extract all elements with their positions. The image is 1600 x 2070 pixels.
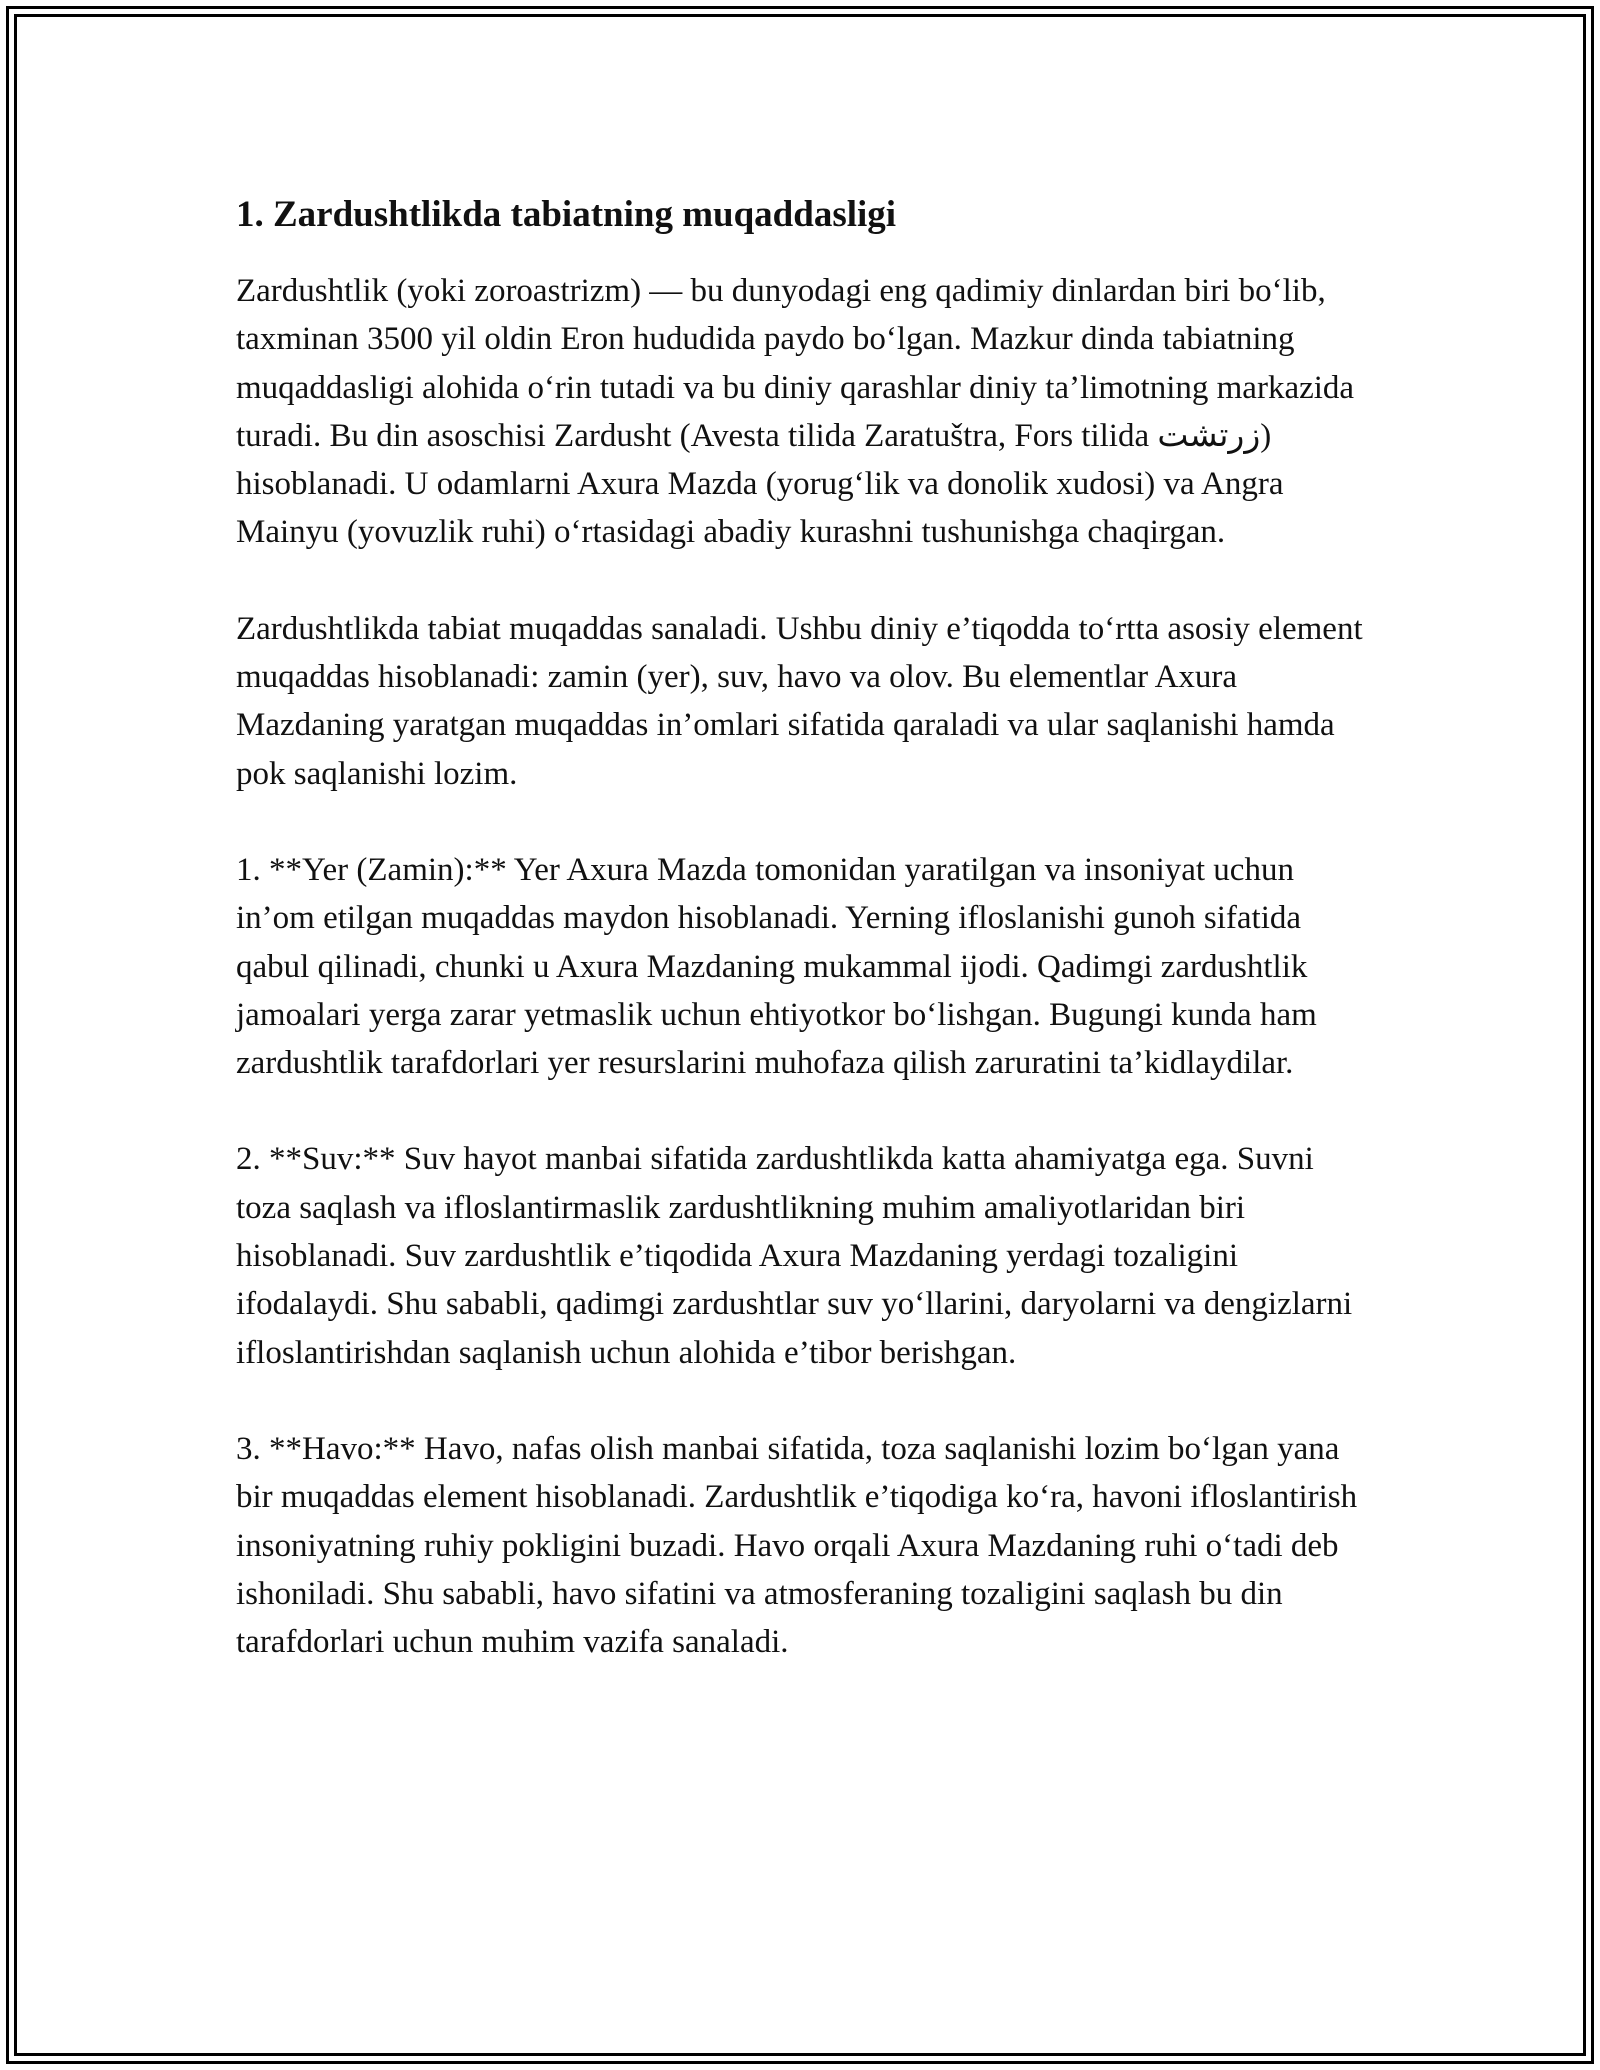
paragraph-air: 3. **Havo:** Havo, nafas olish manbai sifatida, toza saqlanishi lozim bo‘lgan yana bir muqaddas element hisoblanadi. Zardushtlik e’tiqodiga ko‘ra, havoni ifloslantirish insoniyatning ruhiy pokligini buzadi. Havo orqali Axura Mazdaning ruhi o‘tadi deb ishoniladi. Shu sababli, havo sifatini va atmosferaning tozaligini saqlash bu din tarafdorlari uchun muhim vazifa sanaladi. xyxy=(236,1430,1358,1661)
paragraph-intro: Zardushtlik (yoki zoroastrizm) — bu dunyodagi eng qadimiy dinlardan biri bo‘lib, taxminan 3500 yil oldin Eron hududida paydo bo‘lgan. Mazkur dinda tabiatning muqaddasligi alohida o‘rin tutadi va bu diniy qarashlar diniy ta’limotning markazida turadi. Bu din asoschisi Zardusht (Avesta tilida Zaratuštra, Fors tilida زرتشت) hisoblanadi. U odamlarni Axura Mazda (yorug‘lik va donolik xudosi) va Angra Mainyu (yovuzlik ruhi) o‘rtasidagi abadiy kurashni tushunishga chaqirgan. xyxy=(236,273,1355,551)
document-page xyxy=(236,183,1366,1714)
paragraph-elements: Zardushtlikda tabiat muqaddas sanaladi. Ushbu diniy e’tiqodda to‘rtta asosiy element muqaddas hisoblanadi: zamin (yer), suv, havo va olov. Bu elementlar Axura Mazdaning yaratgan muqaddas in’omlari sifatida qaraladi va ular saqlanishi hamda pok saqlanishi lozim. xyxy=(236,610,1363,792)
paragraph-earth: 1. **Yer (Zamin):** Yer Axura Mazda tomonidan yaratilgan va insoniyat uchun in’om etilgan muqaddas maydon hisoblanadi. Yerning ifloslanishi gunoh sifatida qabul qilinadi, chunki u Axura Mazdaning mukammal ijodi. Qadimgi zardushtlik jamoalari yerga zarar yetmaslik uchun ehtiyotkor bo‘lishgan. Bugungi kunda ham zardushtlik tarafdorlari yer resurslarini muhofaza qilish zaruratini ta’kidlaydilar. xyxy=(236,851,1317,1082)
paragraph-water: 2. **Suv:** Suv hayot manbai sifatida zardushtlikda katta ahamiyatga ega. Suvni toza saqlash va ifloslantirmaslik zardushtlikning muhim amaliyotlaridan biri hisoblanadi. Suv zardushtlik e’tiqodida Axura Mazdaning yerdagi tozaligini ifodalaydi. Shu sababli, qadimgi zardushtlar suv yo‘llarini, daryolarni va dengizlarni ifloslantirishdan saqlanish uchun alohida e’tibor berishgan. xyxy=(236,1141,1353,1371)
section-heading: 1. Zardushtlikda tabiatning muqaddasligi xyxy=(236,194,897,235)
